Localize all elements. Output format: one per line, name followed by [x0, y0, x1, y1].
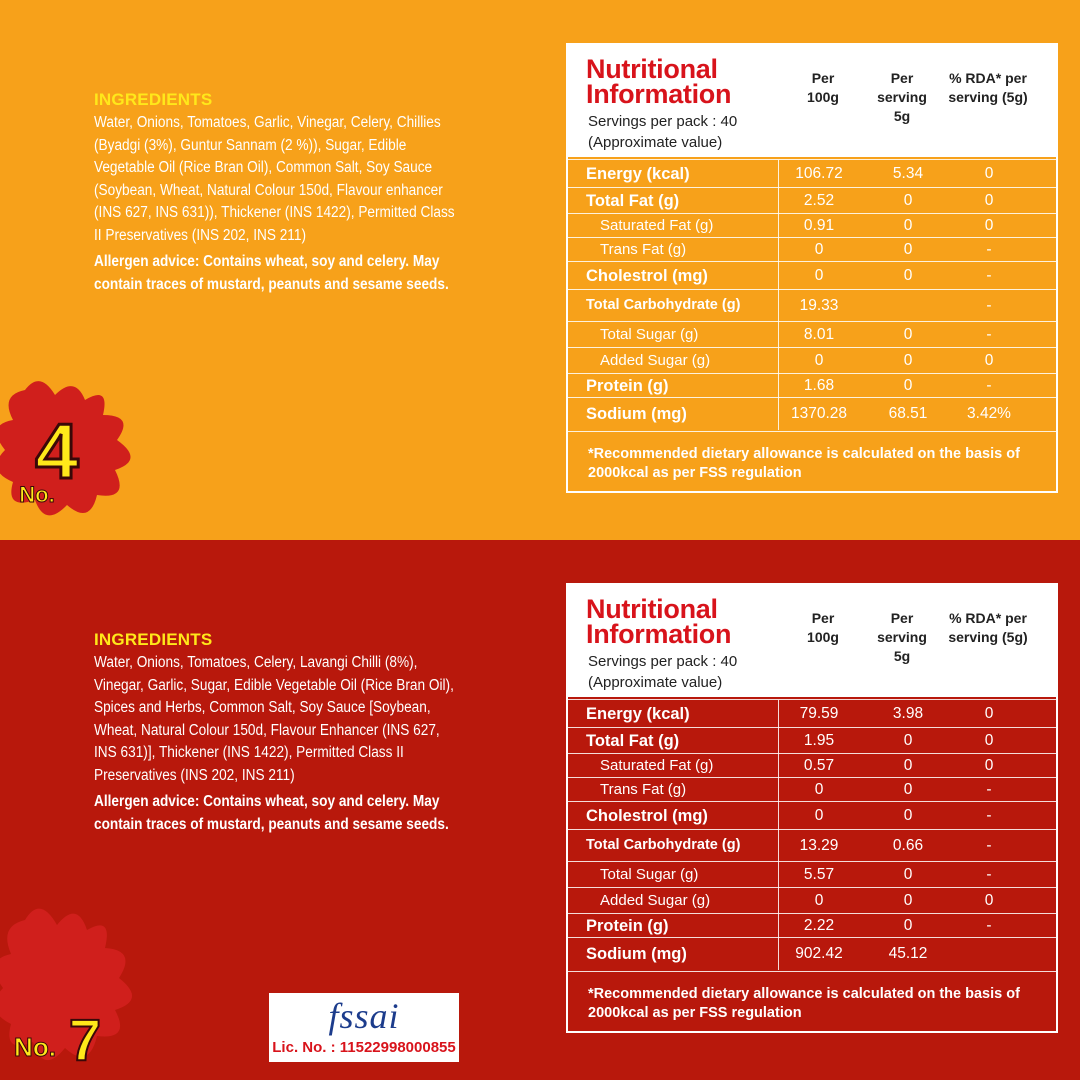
value-per-serving: 0 — [903, 267, 913, 284]
footnote-divider — [568, 971, 1056, 972]
value-rda: 0 — [984, 352, 994, 369]
nutrient-label: Total Carbohydrate (g) — [586, 297, 741, 313]
servings-info — [588, 651, 737, 693]
splat-icon — [0, 370, 155, 530]
value-per-100g: 0 — [814, 352, 824, 369]
nutrient-label: Trans Fat (g) — [600, 781, 687, 798]
nutrition-row — [568, 913, 1056, 938]
column-divider — [778, 888, 779, 914]
nutrition-row — [568, 159, 1056, 188]
value-rda: - — [986, 297, 992, 314]
nutrient-label: Total Sugar (g) — [600, 326, 699, 343]
value-rda: 0 — [984, 165, 994, 182]
nutrition-row — [568, 753, 1056, 778]
splat-icon — [0, 890, 155, 1080]
badge-number: 7 — [68, 1008, 102, 1073]
badge-splat-no4 — [0, 370, 155, 535]
nutrition-row — [568, 727, 1056, 754]
value-per-100g: 19.33 — [799, 297, 839, 314]
servings-info — [588, 111, 737, 153]
value-per-100g: 106.72 — [795, 165, 843, 182]
value-per-100g: 1.68 — [803, 377, 835, 394]
value-per-serving: 0 — [903, 757, 913, 774]
badge-number: 4 — [35, 407, 79, 495]
allergen-label: Allergen advice: — [94, 793, 200, 810]
fssai-license-number: Lic. No. : 11522998000855 — [272, 1039, 456, 1056]
nutrient-label: Sodium (mg) — [586, 405, 687, 423]
value-per-100g: 0 — [814, 807, 824, 824]
nutrient-label: Energy (kcal) — [586, 705, 690, 723]
nutrient-label: Added Sugar (g) — [600, 352, 711, 369]
value-per-100g: 0 — [814, 892, 824, 909]
nutrition-row — [568, 187, 1056, 214]
value-rda: 0 — [984, 892, 994, 909]
rda-footnote: *Recommended dietary allowance is calculated on the basis of 2000kcal as per FSS regulation — [588, 446, 1020, 481]
col-per-100g: Per 100g — [807, 610, 839, 645]
col-rda: % RDA* per serving (5g) — [948, 610, 1028, 645]
value-per-serving: 3.98 — [892, 705, 924, 722]
nutrient-label: Total Fat (g) — [586, 732, 680, 750]
badge-prefix: No. — [14, 1032, 56, 1062]
column-divider — [778, 700, 779, 728]
nutrition-row — [568, 861, 1056, 888]
ingredients-text: Water, Onions, Tomatoes, Celery, Lavangi Chilli (8%), Vinegar, Garlic, Sugar, Edible Vegetable Oil (Rice Bran Oil), Spices and Herbs, Common Salt, Soy Sauce [Soybean, Wheat, Natural Colour 150d, Flavour Enhancer (INS 627, INS 631)], Thickener (INS 1422), Permitted Class II Preservatives (INS 202, INS 211) — [94, 654, 454, 784]
column-divider — [778, 290, 779, 322]
value-per-100g: 0 — [814, 241, 824, 258]
value-per-serving: 0 — [903, 732, 913, 749]
fssai-logo: fssai — [328, 996, 400, 1036]
nutrition-row — [568, 289, 1056, 322]
value-rda: 0 — [984, 757, 994, 774]
column-divider — [778, 754, 779, 778]
value-per-serving: 0 — [903, 917, 913, 934]
value-per-100g: 0 — [814, 267, 824, 284]
nutrition-row — [568, 213, 1056, 238]
nutrient-label: Saturated Fat (g) — [600, 217, 714, 234]
column-divider — [778, 348, 779, 374]
col-per-serving: Per serving 5g — [877, 610, 927, 664]
column-divider — [778, 160, 779, 188]
value-per-100g: 902.42 — [795, 945, 843, 962]
nutrition-row — [568, 777, 1056, 802]
nutrition-row — [568, 321, 1056, 348]
badge-prefix: No. — [19, 482, 55, 507]
nutrient-label: Trans Fat (g) — [600, 241, 687, 258]
value-per-100g: 5.57 — [803, 866, 835, 883]
col-per-100g: Per 100g — [807, 70, 839, 105]
value-per-100g: 13.29 — [799, 837, 839, 854]
column-divider — [778, 238, 779, 262]
column-divider — [778, 322, 779, 348]
value-rda: - — [986, 781, 992, 798]
nutrient-label: Energy (kcal) — [586, 165, 690, 183]
nutrition-header — [568, 585, 1056, 697]
ingredients-heading: INGREDIENTS — [94, 90, 213, 109]
nutrition-table — [566, 583, 1058, 1033]
col-rda: % RDA* per serving (5g) — [948, 70, 1028, 105]
ingredients-block — [94, 630, 464, 836]
value-per-100g: 8.01 — [803, 326, 835, 343]
nutrition-row — [568, 829, 1056, 862]
nutrition-title — [586, 594, 732, 649]
column-divider — [778, 862, 779, 888]
column-divider — [778, 398, 779, 430]
nutrient-label: Cholestrol (mg) — [586, 267, 708, 285]
nutrition-title-line2: Information — [586, 79, 732, 109]
rda-footnote: *Recommended dietary allowance is calculated on the basis of 2000kcal as per FSS regulation — [588, 986, 1020, 1021]
nutrition-row — [568, 237, 1056, 262]
value-rda: - — [986, 837, 992, 854]
allergen-text: Contains wheat, soy and celery. May contain traces of mustard, peanuts and sesame seeds. — [94, 793, 449, 833]
approximate-value: (Approximate value) — [588, 674, 723, 691]
value-per-100g: 1.95 — [803, 732, 835, 749]
value-per-serving: 0 — [903, 892, 913, 909]
ingredients-block — [94, 90, 464, 296]
nutrition-row — [568, 887, 1056, 914]
nutrient-label: Protein (g) — [586, 917, 669, 935]
value-rda: 0 — [984, 732, 994, 749]
value-rda: 0 — [984, 217, 994, 234]
nutrition-row — [568, 937, 1056, 970]
value-rda: - — [986, 241, 992, 258]
value-rda: - — [986, 866, 992, 883]
nutrient-label: Saturated Fat (g) — [600, 757, 714, 774]
allergen-advice — [94, 791, 464, 836]
column-divider — [778, 188, 779, 214]
column-divider — [778, 938, 779, 970]
col-per-serving: Per serving 5g — [877, 70, 927, 124]
nutrition-title-line2: Information — [586, 619, 732, 649]
nutrition-title-line1: Nutritional — [586, 54, 718, 84]
column-divider — [778, 802, 779, 830]
nutrition-row — [568, 373, 1056, 398]
value-rda: - — [986, 377, 992, 394]
nutrient-label: Added Sugar (g) — [600, 892, 711, 909]
value-rda: 0 — [984, 705, 994, 722]
value-per-serving: 0 — [903, 192, 913, 209]
badge-splat-no7 — [0, 890, 155, 1080]
value-per-serving: 0 — [903, 377, 913, 394]
nutrition-title — [586, 54, 732, 109]
nutrition-table — [566, 43, 1058, 493]
fssai-license-block — [269, 993, 459, 1062]
nutrition-row — [568, 801, 1056, 830]
value-per-serving: 0 — [903, 241, 913, 258]
nutrient-label: Protein (g) — [586, 377, 669, 395]
value-per-serving: 0 — [903, 866, 913, 883]
value-per-serving: 68.51 — [888, 405, 928, 422]
nutrition-row — [568, 397, 1056, 430]
value-per-100g: 2.52 — [803, 192, 835, 209]
nutrient-label: Total Sugar (g) — [600, 866, 699, 883]
column-divider — [778, 914, 779, 938]
footnote-divider — [568, 431, 1056, 432]
column-divider — [778, 728, 779, 754]
servings-per-pack: Servings per pack : 40 — [588, 653, 738, 670]
value-rda: - — [986, 267, 992, 284]
value-per-100g: 0.57 — [803, 757, 835, 774]
nutrition-row — [568, 261, 1056, 290]
nutrition-title-line1: Nutritional — [586, 594, 718, 624]
product-panel-no7 — [0, 540, 1080, 1080]
nutrition-header — [568, 45, 1056, 157]
value-rda: - — [986, 807, 992, 824]
nutrient-label: Total Fat (g) — [586, 192, 680, 210]
allergen-advice — [94, 251, 464, 296]
ingredients-heading: INGREDIENTS — [94, 630, 213, 649]
approximate-value: (Approximate value) — [588, 134, 723, 151]
column-divider — [778, 830, 779, 862]
servings-per-pack: Servings per pack : 40 — [588, 113, 738, 130]
value-per-serving: 5.34 — [892, 165, 924, 182]
value-per-100g: 2.22 — [803, 917, 835, 934]
value-per-serving: 0 — [903, 807, 913, 824]
ingredients-text: Water, Onions, Tomatoes, Garlic, Vinegar, Celery, Chillies (Byadgi (3%), Guntur Sannam (2 %)), Sugar, Edible Vegetable Oil (Rice Bran Oil), Common Salt, Soy Sauce (Soybean, Wheat, Natural Colour 150d, Flavour enhancer (INS 627, INS 631)), Thickener (INS 1422), Permitted Class II Preservatives (INS 202, INS 211) — [94, 114, 455, 244]
column-divider — [778, 778, 779, 802]
value-per-serving: 0 — [903, 217, 913, 234]
value-per-serving: 45.12 — [888, 945, 928, 962]
value-per-serving: 0.66 — [892, 837, 924, 854]
value-rda: 3.42% — [967, 405, 1011, 422]
nutrition-row — [568, 699, 1056, 728]
column-divider — [778, 262, 779, 290]
nutrient-label: Sodium (mg) — [586, 945, 687, 963]
nutrient-label: Cholestrol (mg) — [586, 807, 708, 825]
value-rda: - — [986, 326, 992, 343]
value-per-serving: 0 — [903, 781, 913, 798]
value-per-100g: 1370.28 — [790, 405, 848, 422]
value-per-100g: 79.59 — [799, 705, 839, 722]
value-per-100g: 0.91 — [803, 217, 835, 234]
nutrient-label: Total Carbohydrate (g) — [586, 837, 741, 853]
allergen-label: Allergen advice: — [94, 253, 200, 270]
value-per-serving: 0 — [903, 352, 913, 369]
value-rda: 0 — [984, 192, 994, 209]
nutrition-row — [568, 347, 1056, 374]
value-per-serving: 0 — [903, 326, 913, 343]
column-divider — [778, 374, 779, 398]
column-divider — [778, 214, 779, 238]
value-rda: - — [986, 917, 992, 934]
value-per-100g: 0 — [814, 781, 824, 798]
allergen-text: Contains wheat, soy and celery. May contain traces of mustard, peanuts and sesame seeds. — [94, 253, 449, 293]
